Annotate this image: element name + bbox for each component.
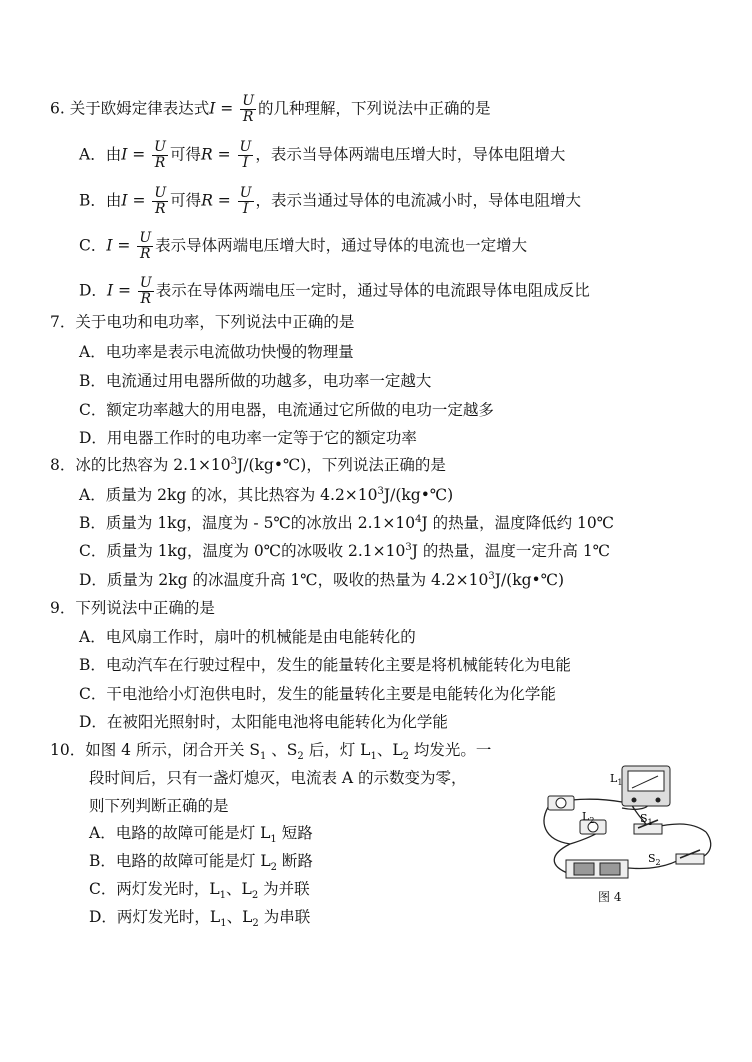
q8-option-a: A．质量为 2kg 的冰，其比热容为 $4.2\times 10^3J/(kg•℃)$ xyxy=(79,485,454,504)
switch-s2 xyxy=(676,850,704,864)
q7-option-b: B．电流通过用电器所做的功越多，电功率一定越大 xyxy=(79,372,432,390)
q9-option-d: D．在被阳光照射时，太阳能电池将电能转化为化学能 xyxy=(79,713,448,731)
q9-stem: 9．下列说法中正确的是 xyxy=(50,599,215,617)
label-s2: $S_2$ xyxy=(648,852,661,867)
q10-stem-line1: 10．如图 4 所示，闭合开关 $S_1$ 、$S_2$ 后，灯 $L_1$、$L_2$ 均发光。一 xyxy=(50,741,492,763)
label-l1: $L_1$ xyxy=(610,772,623,787)
label-l2: $L_2$ xyxy=(582,810,595,825)
q8-option-b: B．质量为 1kg，温度为 - 5℃的冰放出 $2.1\times 10^4J$ 的热量，温度降低约 10℃ xyxy=(79,513,615,532)
label-s1: $S_1$ xyxy=(640,812,653,827)
circuit-figure xyxy=(530,762,722,910)
q10-option-c: C．两灯发光时，$L_1$、$L_2$ 为并联 xyxy=(89,880,310,902)
q7-stem: 7．关于电功和电功率，下列说法中正确的是 xyxy=(50,313,355,331)
q8-option-d: D．质量为 2kg 的冰温度升高 1℃，吸收的热量为 $4.2\times 10^3J/(kg•℃)$ xyxy=(79,570,565,589)
q9-option-b: B．电动汽车在行驶过程中，发生的能量转化主要是将机械能转化为电能 xyxy=(79,656,571,674)
q7-option-d: D．用电器工作时的电功率一定等于它的额定功率 xyxy=(79,429,417,447)
q10-option-d: D．两灯发光时，$L_1$、$L_2$ 为串联 xyxy=(89,908,311,930)
q8-stem: 8．冰的比热容为 $2.1\times 10^3J/(kg•℃)$，下列说法正确的是 xyxy=(50,455,446,474)
q7-option-c: C．额定功率越大的用电器，电流通过它所做的电功一定越多 xyxy=(79,401,494,419)
q10-option-a: A．电路的故障可能是灯 $L_1$ 短路 xyxy=(89,824,313,846)
figure-caption: 图 4 xyxy=(598,890,622,904)
circuit-diagram xyxy=(530,762,722,887)
q10-stem-line2: 段时间后，只有一盏灯熄灭，电流表 A 的示数变为零， xyxy=(89,769,467,787)
q9-option-c: C．干电池给小灯泡供电时，发生的能量转化主要是电能转化为化学能 xyxy=(79,685,556,703)
lamp-l1 xyxy=(548,796,574,810)
battery-pack xyxy=(566,860,628,878)
fraction-u-over-r: $\frac{U}{R}$ xyxy=(242,93,254,125)
q6-option-d: D．I = $\frac{U}{R}$ 表示在导体两端电压一定时，通过导体的电流跟导体电阻成反比 xyxy=(79,275,590,307)
q6-option-a: A．由I = $\frac{U}{R}$ 可得R = $\frac{U}{I}$ ，表示当导体两端电压增大时，导体电阻增大 xyxy=(79,139,566,171)
ammeter xyxy=(622,766,670,806)
q7-option-a: A．电功率是表示电流做功快慢的物理量 xyxy=(79,343,354,361)
q10-stem-line3: 则下列判断正确的是 xyxy=(89,797,229,815)
q6-stem: 6. 关于欧姆定律表达式I = $\frac{U}{R}$ 的几种理解，下列说法中正确的是 xyxy=(50,93,491,125)
q6-option-c: C．I = $\frac{U}{R}$ 表示导体两端电压增大时，通过导体的电流也一定增大 xyxy=(79,230,528,262)
q6-option-b: B．由I = $\frac{U}{R}$ 可得R = $\frac{U}{I}$ ，表示当通过导体的电流减小时，导体电阻增大 xyxy=(79,185,582,217)
q8-option-c: C．质量为 1kg，温度为 0℃的冰吸收 $2.1\times 10^3J$ 的热量，温度一定升高 1℃ xyxy=(79,541,611,560)
q10-option-b: B．电路的故障可能是灯 $L_2$ 断路 xyxy=(89,852,313,874)
q9-option-a: A．电风扇工作时，扇叶的机械能是由电能转化的 xyxy=(79,628,416,646)
